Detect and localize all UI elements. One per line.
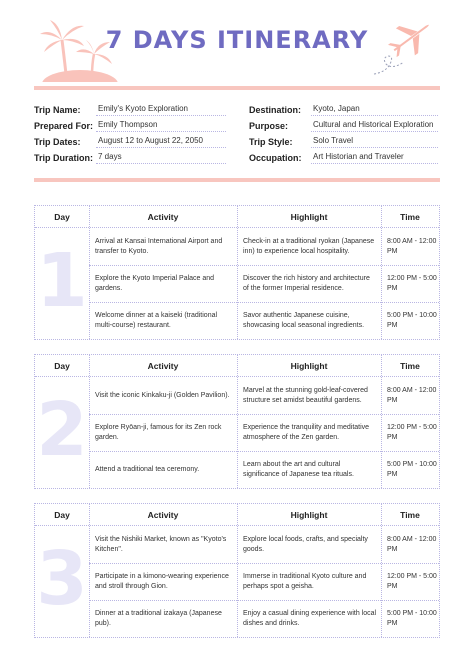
table-row [89, 415, 439, 452]
header-activity: Activity [147, 510, 179, 520]
page-header [0, 0, 474, 92]
trip-duration-row [34, 150, 234, 166]
header-day: Day [54, 361, 70, 371]
day-number: 3 [36, 536, 88, 622]
activity-cell: Visit the Nishiki Market, known as "Kyoto's Kitchen". [95, 536, 227, 553]
trip-dates-value: August 12 to August 22, 2050 [96, 134, 226, 148]
header-activity: Activity [147, 212, 179, 222]
time-cell: 5:00 PM - 10:00 PM [387, 461, 437, 478]
highlight-cell: Check-in at a traditional ryokan (Japanese inn) to experience local hospitality. [243, 238, 375, 255]
table-row [89, 303, 439, 339]
table-row [89, 266, 439, 303]
activity-cell: Welcome dinner at a kaiseki (traditional multi-course) restaurant. [95, 312, 218, 329]
time-cell: 8:00 AM - 12:00 PM [387, 536, 437, 553]
table-row [89, 601, 439, 637]
highlight-cell: Savor authentic Japanese cuisine, showcasing local seasonal ingredients. [243, 312, 365, 329]
header-day: Day [54, 212, 70, 222]
trip-name-value: Emily's Kyoto Exploration [96, 102, 226, 116]
trip-style-row [249, 134, 440, 150]
activity-cell: Arrival at Kansai International Airport and transfer to Kyoto. [95, 238, 223, 255]
day-number: 1 [36, 238, 88, 324]
header-divider [34, 86, 440, 90]
table-row [89, 229, 439, 266]
time-cell: 12:00 PM - 5:00 PM [387, 275, 437, 292]
highlight-cell: Learn about the art and cultural significance of Japanese tea rituals. [243, 461, 354, 478]
header-time: Time [400, 361, 420, 371]
header-highlight: Highlight [290, 212, 328, 222]
prepared-for-value: Emily Thompson [96, 118, 226, 132]
time-cell: 5:00 PM - 10:00 PM [387, 610, 437, 627]
prepared-for-row [34, 118, 234, 134]
time-cell: 12:00 PM - 5:00 PM [387, 573, 437, 590]
activity-cell: Explore the Kyoto Imperial Palace and gardens. [95, 275, 215, 292]
header-time: Time [400, 510, 420, 520]
table-row [89, 564, 439, 601]
day-number: 2 [36, 387, 88, 473]
trip-style-label: Trip Style: [249, 137, 293, 147]
occupation-value: Art Historian and Traveler [311, 150, 438, 164]
header-highlight: Highlight [290, 361, 328, 371]
activity-cell: Attend a traditional tea ceremony. [95, 466, 200, 473]
purpose-value: Cultural and Historical Exploration [311, 118, 438, 132]
activity-cell: Participate in a kimono-wearing experience and stroll through Gion. [95, 573, 229, 590]
highlight-cell: Explore local foods, crafts, and specialty goods. [243, 536, 368, 553]
info-divider [34, 178, 440, 182]
destination-row [249, 102, 440, 118]
header-time: Time [400, 212, 420, 222]
trip-duration-label: Trip Duration: [34, 153, 93, 163]
trip-name-label: Trip Name: [34, 105, 81, 115]
highlight-cell: Immerse in traditional Kyoto culture and perhaps spot a geisha. [243, 573, 367, 590]
time-cell: 12:00 PM - 5:00 PM [387, 424, 437, 441]
page-title: 7 DAYS ITINERARY [105, 26, 369, 54]
purpose-label: Purpose: [249, 121, 289, 131]
airplane-icon [372, 20, 434, 76]
trip-style-value: Solo Travel [311, 134, 438, 148]
day-table-2 [34, 354, 440, 489]
day-table-1 [34, 205, 440, 340]
table-row [89, 452, 439, 488]
header-day: Day [54, 510, 70, 520]
highlight-cell: Discover the rich history and architecture of the former Imperial residence. [243, 275, 370, 292]
trip-duration-value: 7 days [96, 150, 226, 164]
highlight-cell: Marvel at the stunning gold-leaf-covered structure set amidst beautiful gardens. [243, 387, 368, 404]
trip-dates-label: Trip Dates: [34, 137, 81, 147]
destination-label: Destination: [249, 105, 302, 115]
activity-cell: Dinner at a traditional izakaya (Japanese pub). [95, 610, 222, 627]
occupation-label: Occupation: [249, 153, 302, 163]
activity-cell: Explore Ryōan-ji, famous for its Zen rock garden. [95, 424, 222, 441]
highlight-cell: Enjoy a casual dining experience with local dishes and drinks. [243, 610, 377, 627]
highlight-cell: Experience the tranquility and meditative atmosphere of the Zen garden. [243, 424, 370, 441]
header-activity: Activity [147, 361, 179, 371]
day-table-3 [34, 503, 440, 638]
time-cell: 8:00 AM - 12:00 PM [387, 387, 437, 404]
purpose-row [249, 118, 440, 134]
activity-cell: Visit the iconic Kinkaku-ji (Golden Pavilion). [95, 392, 230, 399]
header-highlight: Highlight [290, 510, 328, 520]
trip-dates-row [34, 134, 234, 150]
occupation-row [249, 150, 440, 166]
trip-name-row [34, 102, 234, 118]
prepared-for-label: Prepared For: [34, 121, 94, 131]
table-row [89, 527, 439, 564]
time-cell: 5:00 PM - 10:00 PM [387, 312, 437, 329]
destination-value: Kyoto, Japan [311, 102, 438, 116]
time-cell: 8:00 AM - 12:00 PM [387, 238, 437, 255]
table-row [89, 378, 439, 415]
